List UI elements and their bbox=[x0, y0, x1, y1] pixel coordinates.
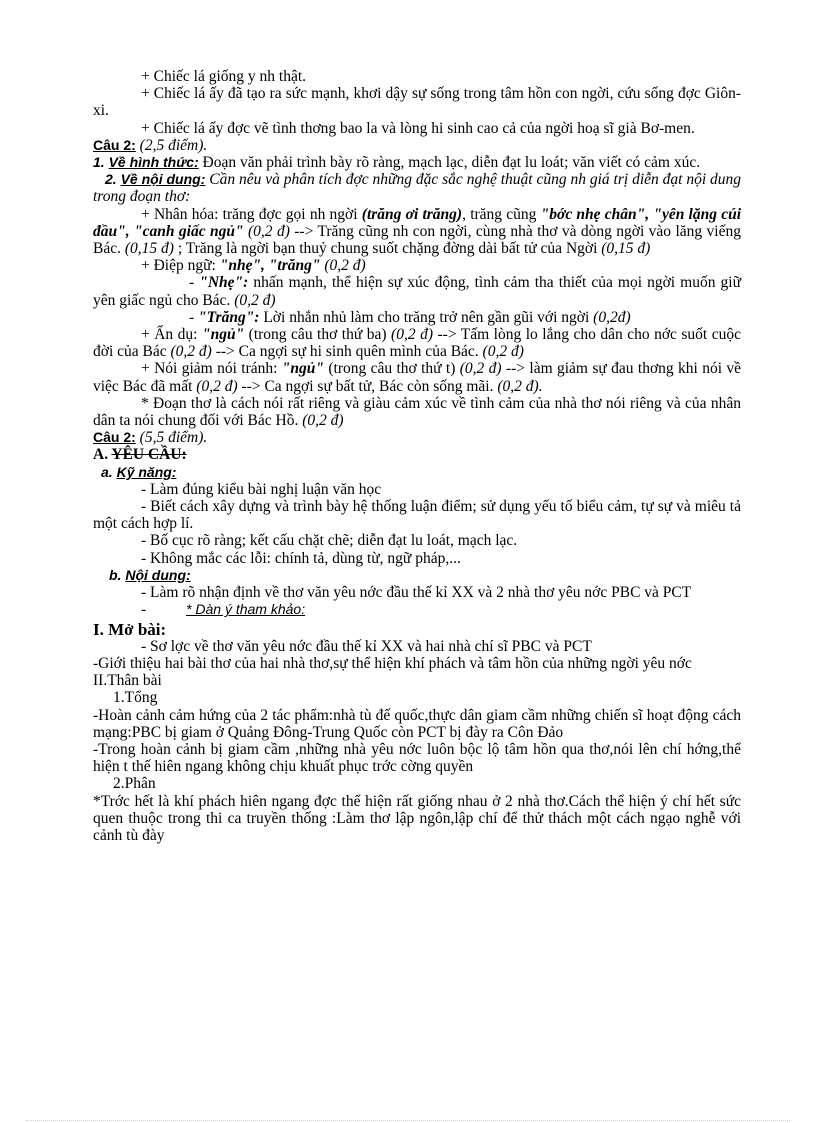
text-span: (trong câu thơ thứ ba) bbox=[244, 326, 392, 344]
item-number: a. bbox=[101, 463, 117, 480]
document-page bbox=[93, 68, 741, 844]
heading-label: 1.Tổng bbox=[113, 689, 158, 707]
text-line bbox=[93, 257, 741, 274]
text-span: + Chiếc lá giống y nh thật. bbox=[141, 68, 307, 85]
score: (5,5 điểm). bbox=[135, 429, 208, 447]
section-heading bbox=[93, 672, 741, 689]
text-span: - Không mắc các lỗi: chính tả, dùng từ, ngữ pháp,... bbox=[141, 549, 461, 567]
text-span: - bbox=[141, 601, 147, 619]
item-number: 2. bbox=[105, 171, 117, 188]
text-span: , trăng cũng bbox=[462, 205, 541, 223]
text-line bbox=[93, 532, 741, 549]
text-span: + Chiếc lá ấy đợc vẽ tình thơng bao la và lòng hi sinh cao cả của ngời hoạ sĩ già Bơ-men. bbox=[141, 119, 695, 137]
text-line bbox=[93, 360, 741, 394]
text-line bbox=[93, 309, 741, 326]
section-heading bbox=[93, 137, 741, 154]
score: (0,2 đ) bbox=[459, 360, 502, 378]
section-heading bbox=[93, 567, 741, 584]
text-span: nhấn mạnh, thể hiện sự xúc động, tình cảm tha thiết của mọi ngời muốn giữ yên giấc ngủ cho Bác. bbox=[93, 274, 741, 309]
heading-label: Câu 2: bbox=[93, 429, 136, 446]
heading-label: * Dàn ý tham khảo: bbox=[186, 601, 306, 618]
score: (0,2 đ) bbox=[320, 257, 366, 275]
text-span: *Trớc hết là khí phách hiên ngang đợc thể hiện rất giống nhau ở 2 nhà thơ.Cách thể hiện ý chí hết sức quen thuộc trong thi ca truyền thống :Làm thơ lập ngôn,lập chí để thử thách một cách ngạo nghễ với cảnh tù đày bbox=[93, 792, 741, 844]
score: (0,2 đ) bbox=[482, 343, 524, 361]
section-heading bbox=[93, 775, 741, 792]
text-span: --> Ca ngợi sự hi sinh quên mình của Bác. bbox=[211, 343, 483, 361]
text-line bbox=[93, 395, 741, 429]
text-span: (trong câu thơ thứ t) bbox=[323, 360, 460, 378]
text-span: - Làm đúng kiểu bài nghị luận văn học bbox=[141, 480, 382, 498]
text-line bbox=[93, 550, 741, 567]
score: (0,2 đ) bbox=[391, 326, 433, 344]
heading-label: YÊU CẦU: bbox=[111, 446, 187, 464]
item-number: 1. bbox=[93, 154, 105, 171]
text-line bbox=[93, 584, 741, 601]
heading-label: Câu 2: bbox=[93, 136, 136, 153]
text-span: - Bố cục rõ ràng; kết cấu chặt chẽ; diễn đạt lu loát, mạch lạc. bbox=[141, 532, 518, 550]
text-span: -Giới thiệu hai bài thơ của hai nhà thơ,sự thể hiện khí phách và tâm hồn của những ngời yêu nớc bbox=[93, 654, 692, 672]
text-span: - bbox=[189, 308, 199, 326]
text-span: + Điệp ngữ: bbox=[141, 257, 220, 275]
text-span: - Sơ lợc về thơ văn yêu nớc đầu thế kỉ XX và hai nhà chí sĩ PBC và PCT bbox=[141, 637, 592, 655]
score: (0,15 đ) bbox=[124, 240, 174, 258]
text-span: + Nhân hóa: trăng đợc gọi nh ngời bbox=[141, 205, 362, 223]
text-span: "bớc nhẹ chân", "yên lặng cúi đầu", "canh giấc ngủ" bbox=[93, 205, 742, 240]
text-span: + Nói giảm nói tránh: bbox=[141, 360, 282, 378]
text-line bbox=[93, 741, 741, 775]
text-span: - Làm rõ nhận định về thơ văn yêu nớc đầu thế kỉ XX và 2 nhà thơ yêu nớc PBC và PCT bbox=[141, 584, 692, 602]
score: (0,2 đ) bbox=[234, 291, 276, 309]
text-line bbox=[93, 274, 741, 308]
text-span: -Hoàn cảnh cảm hứng của 2 tác phẩm:nhà tù đế quốc,thực dân giam cầm những chiến sĩ hoạt động cách mạng:PBC bị giam ở Quảng Đông-Trung Quốc còn PCT bị đày ra Côn Đảo bbox=[93, 706, 741, 741]
score: (0,2 đ) bbox=[302, 412, 344, 430]
text-line bbox=[93, 638, 741, 655]
score: (2,5 điểm). bbox=[135, 136, 208, 154]
item-label: Về nội dung: bbox=[120, 171, 206, 188]
text-span: - bbox=[189, 274, 200, 292]
text-span: "Trăng": bbox=[198, 308, 260, 326]
text-span: + Chiếc lá ấy đã tạo ra sức mạnh, khơi dậy sự sống trong tâm hồn con ngời, cứu sống đợc Giôn-xi. bbox=[93, 85, 741, 120]
heading-label: Nội dung: bbox=[125, 566, 191, 583]
text-line bbox=[93, 171, 741, 205]
score: (0,2 đ) bbox=[170, 343, 212, 361]
score: (0,2 đ) bbox=[243, 222, 290, 240]
text-line bbox=[93, 85, 741, 119]
heading-label: II.Thân bài bbox=[93, 672, 162, 690]
score: (0,2 đ). bbox=[497, 377, 543, 395]
text-span: --> làm giảm sự đau thơng khi nói về việc Bác đã mất bbox=[93, 360, 742, 395]
section-heading bbox=[93, 689, 741, 706]
page-edge-divider bbox=[26, 1120, 790, 1121]
section-heading bbox=[93, 621, 741, 638]
text-span: "ngủ" bbox=[201, 326, 245, 344]
section-heading bbox=[93, 446, 741, 463]
text-line bbox=[93, 68, 741, 85]
text-span: Cần nêu và phân tích đợc những đặc sắc nghệ thuật cũng nh giá trị diễn đạt nội dung trong đoạn thơ: bbox=[93, 171, 742, 206]
text-line bbox=[93, 793, 741, 845]
heading-label: 2.Phân bbox=[113, 775, 156, 793]
heading-label: I. Mở bài: bbox=[93, 619, 167, 639]
score: (0,2đ) bbox=[593, 308, 631, 326]
text-line bbox=[93, 154, 741, 171]
score: (0,2 đ) bbox=[196, 377, 238, 395]
text-span: "ngủ" bbox=[281, 360, 324, 378]
text-span: -Trong hoàn cảnh bị giam cầm ,những nhà yêu nớc luôn bộc lộ tâm hồn qua thơ,nói lên chí hớng,thể hiện t thế hiên ngang không chịu khuất phục trớc cờng quyền bbox=[93, 740, 741, 776]
text-span: Lời nhắn nhủ làm cho trăng trở nên gần gũi với ngời bbox=[259, 308, 594, 326]
item-label: Về hình thức: bbox=[108, 154, 199, 171]
text-span: "Nhẹ": bbox=[199, 274, 249, 292]
text-span: ; Trăng là ngời bạn thuỷ chung suốt chặng đờng dài bất tử của Ngời bbox=[173, 240, 602, 258]
text-span: --> Tấm lòng lo lắng cho dân cho nớc suốt cuộc đời của Bác bbox=[93, 326, 741, 361]
text-span: "nhẹ", "trăng" bbox=[219, 257, 321, 275]
section-heading bbox=[93, 429, 741, 446]
text-line bbox=[93, 120, 741, 137]
item-number: b. bbox=[109, 566, 126, 583]
text-span: --> Trăng cũng nh con ngời, cùng nhà thơ và dòng ngời vào lăng viếng Bác. bbox=[93, 222, 741, 258]
text-span: Đoạn văn phải trình bày rõ ràng, mạch lạc, diễn đạt lu loát; văn viết có cảm xúc. bbox=[198, 154, 701, 172]
text-span: + Ẩn dụ: bbox=[141, 326, 202, 344]
text-line bbox=[93, 206, 741, 258]
text-span: (trăng ơi trăng) bbox=[361, 205, 463, 223]
text-line bbox=[93, 707, 741, 741]
heading-label: Kỹ năng: bbox=[116, 463, 177, 480]
text-span: --> Ca ngợi sự bất tử, Bác còn sống mãi. bbox=[237, 377, 498, 395]
score: (0,15 đ) bbox=[601, 240, 651, 258]
text-line bbox=[93, 655, 741, 672]
text-span: * Đoạn thơ là cách nói rất riêng và giàu cảm xúc về tình cảm của nhà thơ nói riêng và của nhân dân ta nói chung đối với Bác Hồ. bbox=[93, 394, 741, 430]
text-line bbox=[93, 326, 741, 360]
item-number: A. bbox=[93, 446, 112, 464]
text-span: - Biết cách xây dựng và trình bày hệ thống luận điểm; sử dụng yếu tố biểu cảm, tự sự và miêu tả một cách hợp lí. bbox=[93, 498, 741, 533]
text-line bbox=[93, 481, 741, 498]
text-line bbox=[93, 601, 741, 618]
section-heading bbox=[93, 464, 741, 481]
text-line bbox=[93, 498, 741, 532]
